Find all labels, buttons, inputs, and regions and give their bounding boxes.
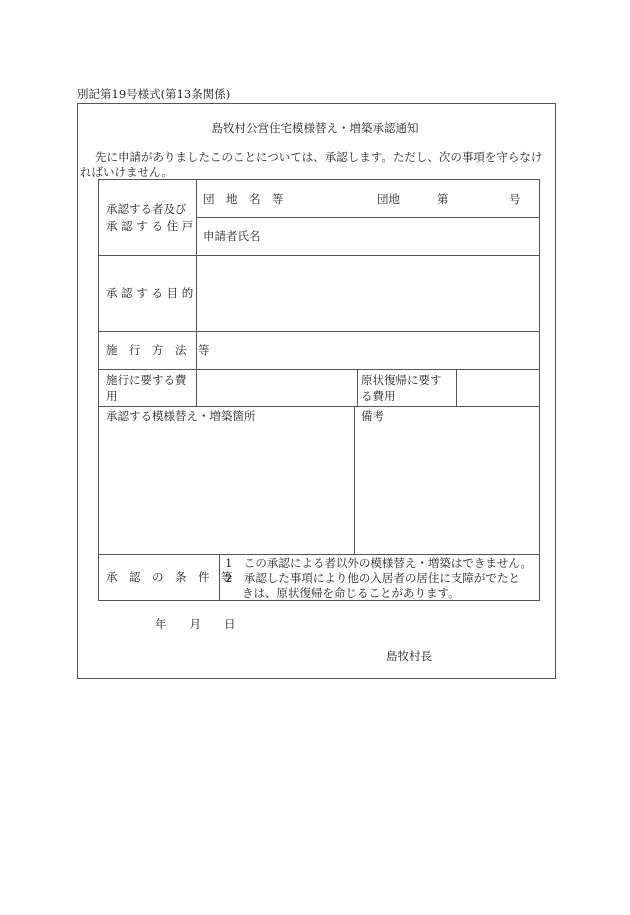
locations-label: 承認する模様替え・増築箇所 — [106, 409, 256, 423]
number-prefix: 第 — [437, 192, 449, 206]
applicant-label-line2: 承 認 す る 住 戸 — [106, 219, 194, 233]
condition-1: 1 この承認による者以外の模様替え・増築はできません。 — [225, 556, 533, 570]
row-divider — [99, 255, 540, 256]
cost-label-line1: 施行に要する費 — [106, 373, 187, 387]
intro-line-1: 先に申請がありましたこのことについては、承認します。ただし、次の事項を守らなけ — [95, 150, 543, 164]
row-divider — [99, 369, 540, 370]
cost-label-line2: 用 — [106, 389, 118, 403]
col-divider — [354, 406, 355, 554]
approval-table — [98, 179, 540, 601]
row-divider — [196, 217, 540, 218]
restore-cost-label-line1: 原状復帰に要す — [361, 373, 442, 387]
complex-label: 団地 — [377, 192, 400, 206]
col-divider — [357, 369, 358, 406]
col-divider — [456, 369, 457, 406]
col-divider — [196, 180, 197, 406]
method-label: 施 行 方 法 等 — [106, 343, 210, 357]
intro-line-2: ればいけません。 — [80, 165, 173, 179]
remarks-label: 備考 — [361, 409, 384, 423]
conditions-label: 承 認 の 条 件 等 — [106, 570, 233, 584]
condition-2-line2: きは、原状復帰を命じることがあります。 — [242, 586, 460, 600]
number-suffix: 号 — [509, 192, 521, 206]
row-divider — [99, 406, 540, 407]
row-divider — [99, 331, 540, 332]
signature-line: 島牧村長 — [386, 649, 432, 663]
date-line: 年 月 日 — [155, 617, 236, 631]
document-title: 島牧村公営住宅模様替え・増築承認通知 — [211, 121, 419, 135]
form-reference: 別記第19号様式(第13条関係) — [77, 87, 231, 101]
applicant-label-line1: 承認する者及び — [106, 202, 187, 216]
restore-cost-label-line2: る費用 — [361, 389, 396, 403]
complex-name-label: 団 地 名 等 — [203, 192, 284, 206]
applicant-name-label: 申請者氏名 — [203, 229, 261, 243]
purpose-label: 承 認 す る 目 的 — [106, 286, 194, 300]
condition-2-line1: 2 承認した事項により他の入居者の居住に支障がでたと — [225, 571, 520, 585]
